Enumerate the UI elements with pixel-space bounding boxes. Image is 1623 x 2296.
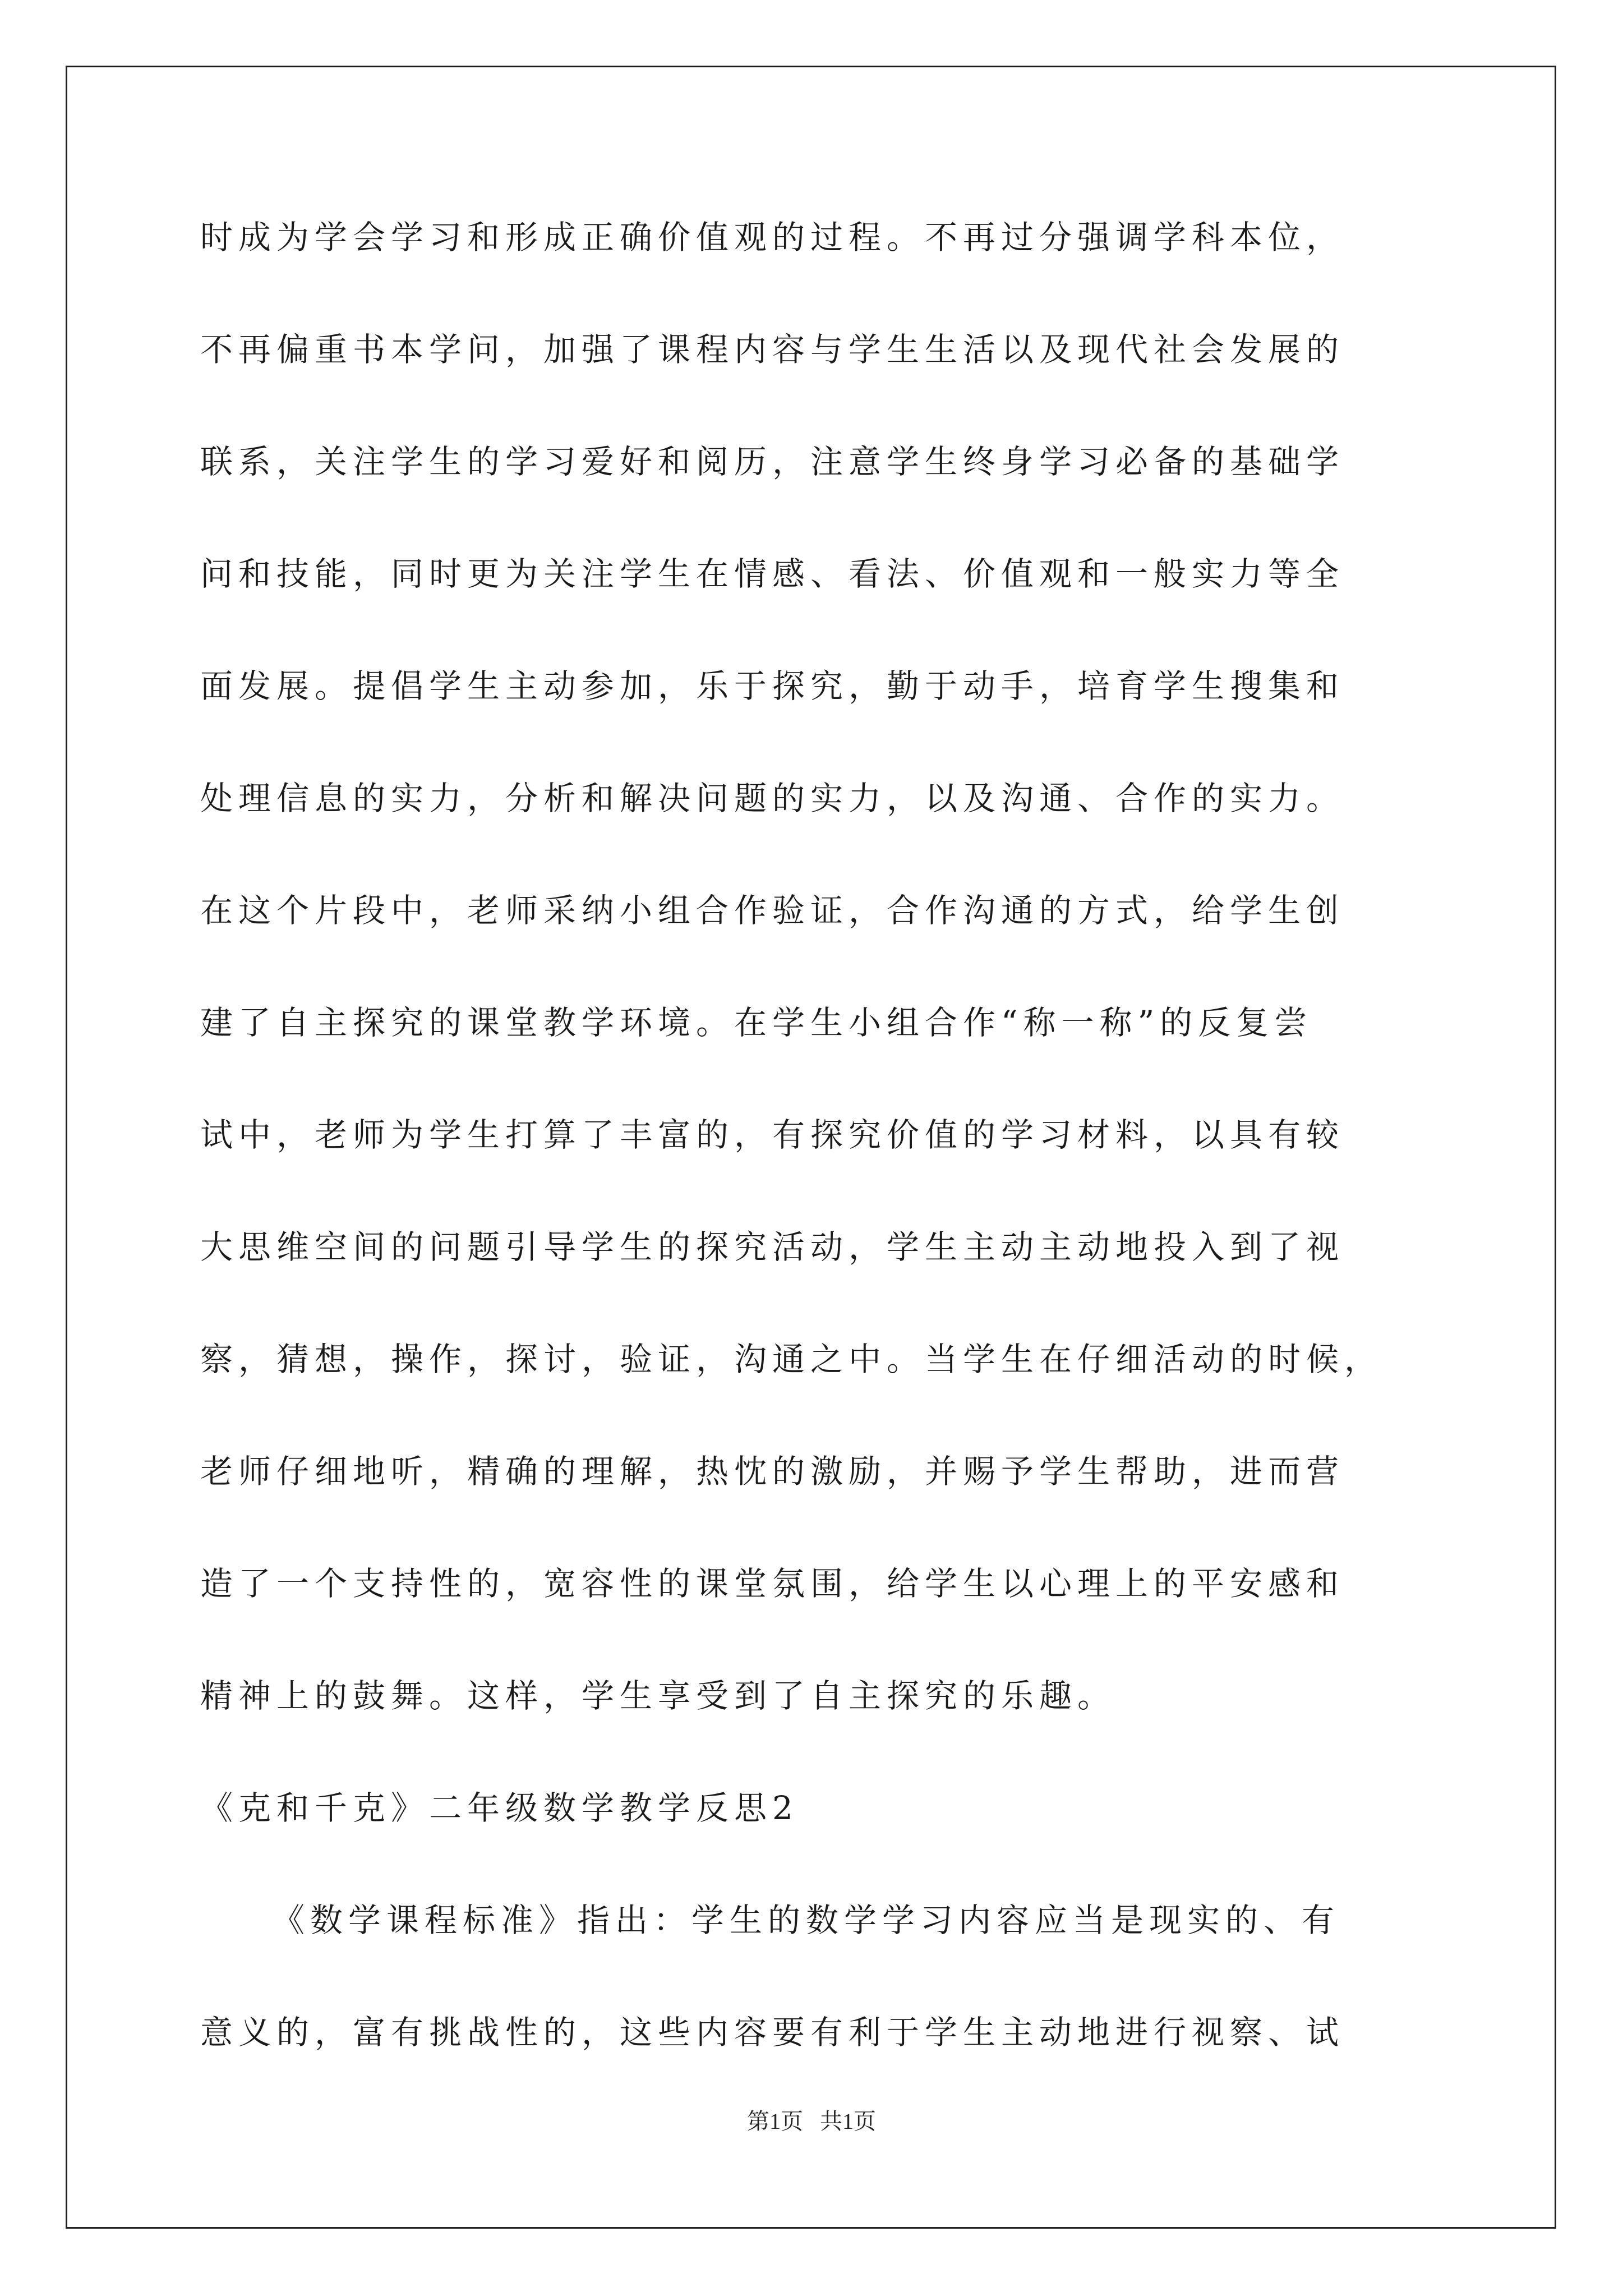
text-line: 精神上的鼓舞。这样，学生享受到了自主探究的乐趣。 bbox=[200, 1677, 1116, 1715]
text-line: 在这个片段中，老师采纳小组合作验证，合作沟通的方式，给学生创 bbox=[200, 891, 1345, 930]
page-number-footer: 第1页 共1页 bbox=[747, 2109, 876, 2134]
text-line: 不再偏重书本学问，加强了课程内容与学生生活以及现代社会发展的 bbox=[200, 330, 1345, 369]
text-line: 处理信息的实力，分析和解决问题的实力，以及沟通、合作的实力。 bbox=[200, 779, 1345, 817]
text-line: 察，猜想，操作，探讨，验证，沟通之中。当学生在仔细活动的时候， bbox=[200, 1340, 1383, 1378]
text-line: 老师仔细地听，精确的理解，热忱的激励，并赐予学生帮助，进而营 bbox=[200, 1452, 1345, 1490]
text-line: 面发展。提倡学生主动参加，乐于探究，勤于动手，培育学生搜集和 bbox=[200, 667, 1345, 705]
document-body bbox=[200, 218, 1423, 2128]
text-line: 试中，老师为学生打算了丰富的，有探究价值的学习材料，以具有较 bbox=[200, 1116, 1345, 1154]
text-line: 问和技能，同时更为关注学生在情感、看法、价值观和一般实力等全 bbox=[200, 555, 1345, 593]
text-line: 时成为学会学习和形成正确价值观的过程。不再过分强调学科本位， bbox=[200, 218, 1345, 256]
text-line: 建了自主探究的课堂教学环境。在学生小组合作“称一称”的反复尝 bbox=[200, 1004, 1313, 1042]
text-line: 联系，关注学生的学习爱好和阅历，注意学生终身学习必备的基础学 bbox=[200, 443, 1345, 481]
text-line: 《数学课程标准》指出：学生的数学学习内容应当是现实的、有 bbox=[272, 1901, 1340, 1939]
section-heading: 《克和千克》二年级数学教学反思2 bbox=[200, 1789, 799, 1827]
text-line: 造了一个支持性的，宽容性的课堂氛围，给学生以心理上的平安感和 bbox=[200, 1565, 1345, 1603]
text-line: 大思维空间的问题引导学生的探究活动，学生主动主动地投入到了视 bbox=[200, 1228, 1345, 1266]
text-line: 意义的，富有挑战性的，这些内容要有利于学生主动地进行视察、试 bbox=[200, 2013, 1345, 2051]
